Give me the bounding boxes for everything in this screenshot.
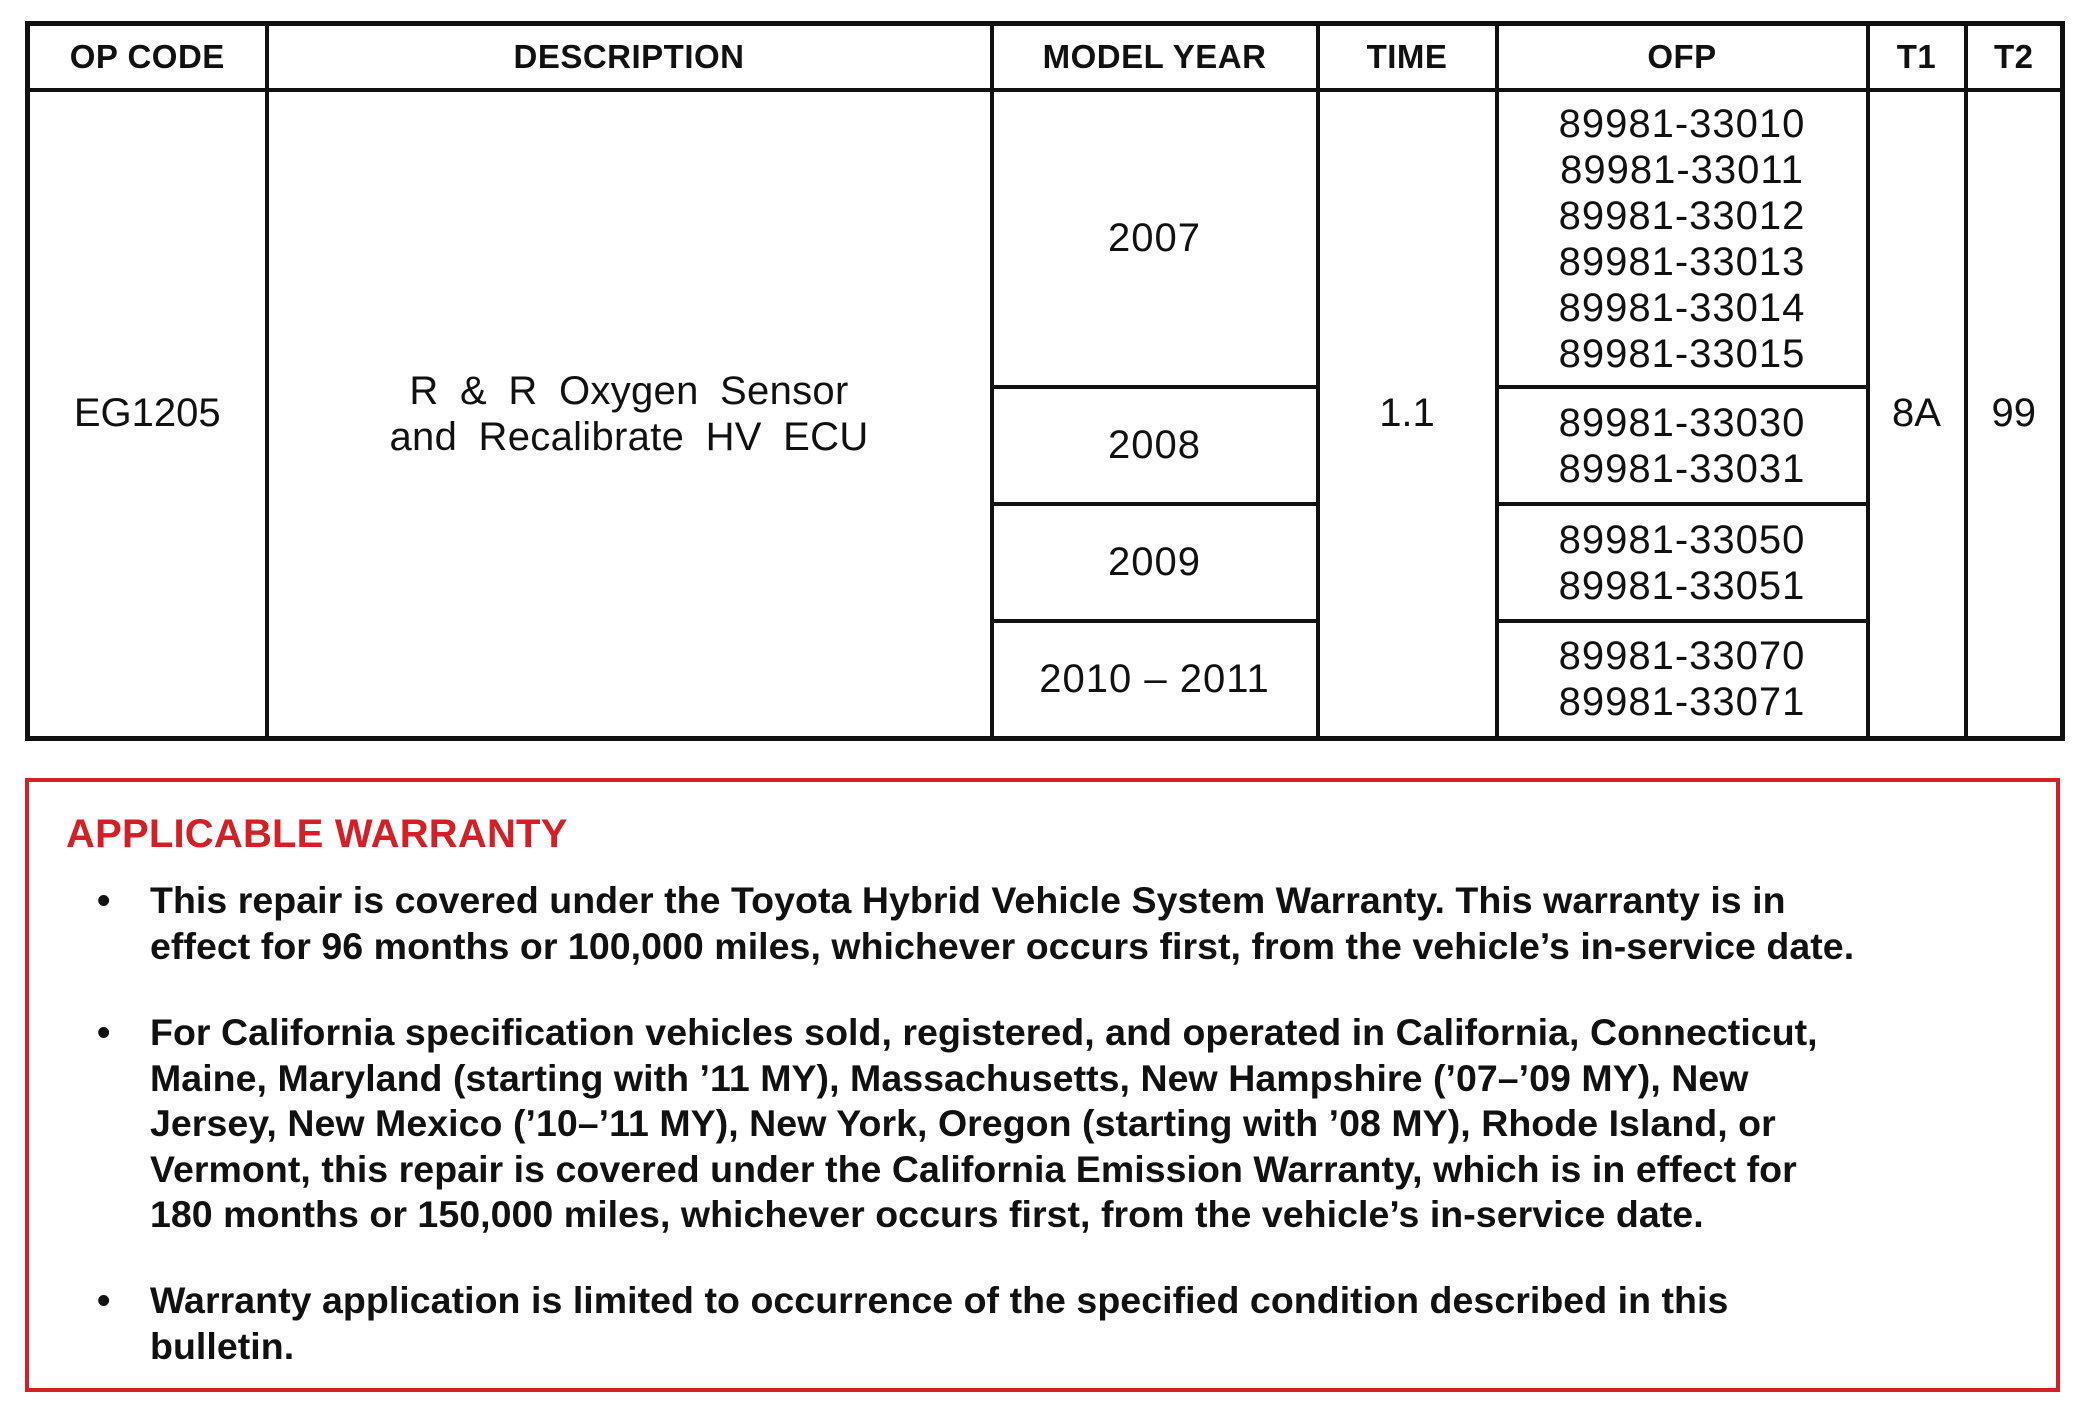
ofp-cell [1497,504,1868,621]
ofp-number: 89981-33050 [1558,517,1806,562]
model-year-cell: 2010 – 2011 [992,621,1318,738]
header-t1: T1 [1868,24,1966,91]
ofp-number: 89981-33015 [1558,331,1806,376]
header-t2: T2 [1966,24,2063,91]
op-code-table [25,21,2065,741]
op-code-cell: EG1205 [28,90,267,738]
bullet-line: bulletin. [150,1324,295,1367]
bullet-line: Warranty application is limited to occurrence of the specified condition described in this [150,1279,1729,1321]
description-line: and Recalibrate HV ECU [389,414,869,459]
bullet-line: For California specification vehicles sold, registered, and operated in California, Connecticut, [150,1011,1818,1053]
ofp-number: 89981-33012 [1558,193,1806,238]
bullet-icon: • [97,1012,111,1054]
bullet-icon: • [97,880,111,922]
bullet-line: effect for 96 months or 100,000 miles, whichever occurs first, from the vehicle’s in-service date. [150,924,1855,967]
ofp-cell [1497,621,1868,738]
warranty-bullet-text [150,1010,2045,1238]
ofp-number: 89981-33071 [1558,680,1806,725]
table-header-row [28,24,2063,91]
ofp-number: 89981-33014 [1558,285,1806,330]
warranty-title: APPLICABLE WARRANTY [66,812,568,856]
header-op-code: OP CODE [28,24,267,91]
time-cell: 1.1 [1318,90,1497,738]
t2-cell: 99 [1966,90,2063,738]
ofp-cell [1497,90,1868,387]
header-description: DESCRIPTION [267,24,992,91]
description-cell [267,90,992,738]
ofp-cell [1497,387,1868,504]
model-year-cell: 2008 [992,387,1318,504]
bullet-line: 180 months or 150,000 miles, whichever occurs first, from the vehicle’s in-service date. [150,1193,1704,1235]
bullet-line: Jersey, New Mexico (’10–’11 MY), New York, Oregon (starting with ’08 MY), Rhode Island, or [150,1102,1776,1144]
table-row [28,90,2063,387]
warranty-bullet-text [150,878,2045,969]
ofp-number: 89981-33070 [1558,634,1806,679]
ofp-number: 89981-33030 [1558,400,1806,445]
model-year-cell: 2009 [992,504,1318,621]
ofp-number: 89981-33051 [1558,563,1806,608]
t1-cell: 8A [1868,90,1966,738]
header-time: TIME [1318,24,1497,91]
bullet-line: This repair is covered under the Toyota Hybrid Vehicle System Warranty. This warranty is in [150,879,1786,921]
ofp-number: 89981-33031 [1558,446,1806,491]
header-ofp: OFP [1497,24,1868,91]
bullet-icon: • [97,1280,111,1322]
bullet-line: Vermont, this repair is covered under the California Emission Warranty, which is in effect for [150,1147,1797,1190]
model-year-cell: 2007 [992,90,1318,387]
description-line: R & R Oxygen Sensor [409,368,849,413]
header-model-year: MODEL YEAR [992,24,1318,91]
bullet-line: Maine, Maryland (starting with ’11 MY), Massachusetts, New Hampshire (’07–’09 MY), New [150,1056,1749,1099]
ofp-number: 89981-33010 [1558,101,1806,146]
warranty-bullet-text [150,1278,2045,1369]
ofp-number: 89981-33013 [1558,239,1806,284]
ofp-number: 89981-33011 [1560,147,1804,192]
applicable-warranty-box [25,778,2060,1392]
